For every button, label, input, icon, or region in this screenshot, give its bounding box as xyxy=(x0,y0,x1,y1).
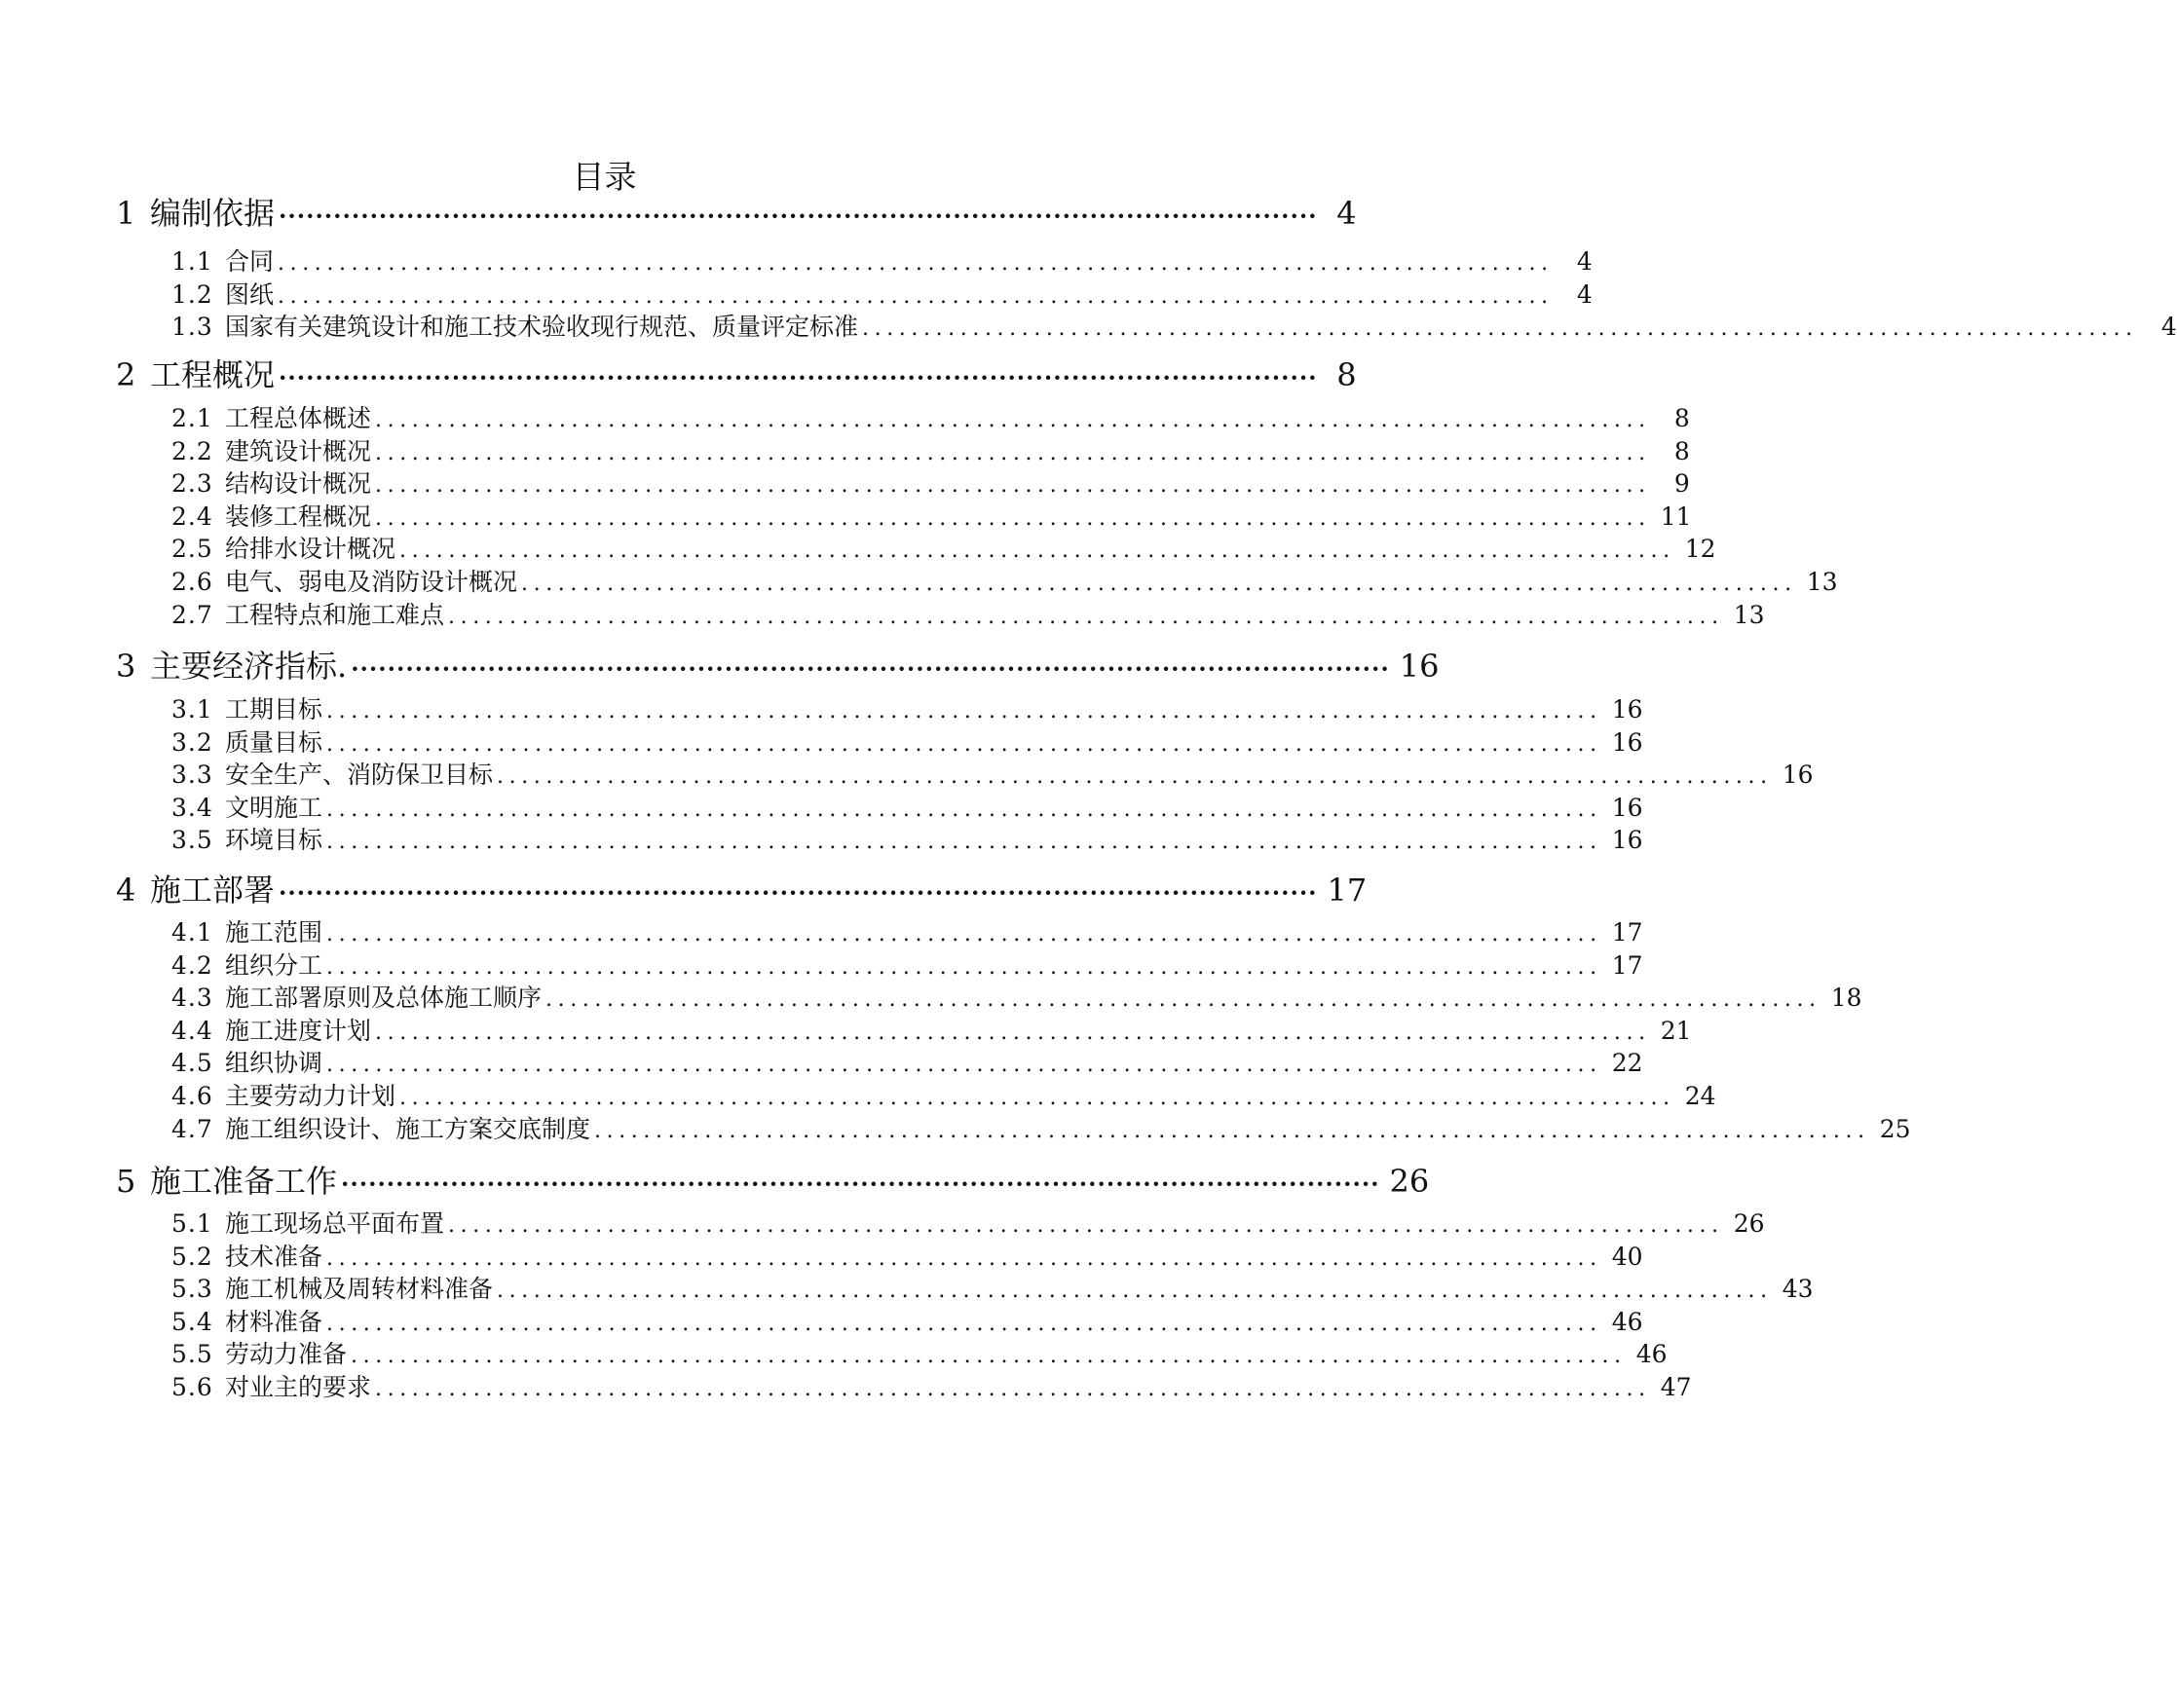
page-number: 46 xyxy=(1635,1340,1668,1368)
subsection-number: 5.1 xyxy=(171,1209,213,1238)
toc-subsection-3-4[interactable] xyxy=(171,791,1643,826)
toc-section-4[interactable] xyxy=(116,869,1368,911)
dot-leader: ........................................................................................................ xyxy=(375,1021,1651,1045)
page-number: 47 xyxy=(1660,1373,1692,1401)
toc-subsection-5-1[interactable] xyxy=(171,1207,1765,1242)
page-number: 22 xyxy=(1611,1049,1643,1077)
subsection-title: 工期目标 xyxy=(225,695,323,724)
page-number: 9 xyxy=(1673,469,1690,498)
subsection-number: 4.4 xyxy=(171,1017,213,1045)
subsection-title: 结构设计概况 xyxy=(225,469,372,498)
section-title: 施工准备工作 xyxy=(150,1163,338,1200)
section-number: 3 xyxy=(116,648,136,685)
section-number: 2 xyxy=(116,356,136,393)
subsection-title: 主要劳动力计划 xyxy=(225,1082,396,1110)
subsection-title: 给排水设计概况 xyxy=(225,535,396,563)
toc-subsection-4-4[interactable] xyxy=(171,1014,1692,1049)
page-number: 4 xyxy=(1336,195,1357,232)
subsection-title: 国家有关建筑设计和施工技术验收现行规范、质量评定标准 xyxy=(225,313,859,341)
toc-section-1[interactable] xyxy=(116,192,1357,235)
subsection-number: 1.1 xyxy=(171,247,213,276)
page-number: 13 xyxy=(1806,568,1838,596)
page-number: 16 xyxy=(1611,695,1643,724)
toc-section-3[interactable] xyxy=(116,645,1440,687)
toc-subsection-5-4[interactable] xyxy=(171,1305,1643,1340)
toc-subsection-4-5[interactable] xyxy=(171,1046,1643,1081)
toc-subsection-5-6[interactable] xyxy=(171,1370,1692,1405)
dot-leader: ........................................................................................................ xyxy=(326,699,1602,724)
subsection-title: 对业主的要求 xyxy=(225,1373,372,1401)
subsection-title: 施工现场总平面布置 xyxy=(225,1209,445,1238)
page-number: 18 xyxy=(1830,984,1862,1012)
subsection-title: 组织协调 xyxy=(225,1049,323,1077)
page-number: 17 xyxy=(1611,918,1643,947)
page-number: 8 xyxy=(1336,356,1357,393)
dot-leader: ........................................................................................................ xyxy=(278,251,1554,276)
toc-subsection-2-6[interactable] xyxy=(171,565,1838,600)
subsection-number: 2.3 xyxy=(171,469,213,498)
toc-section-2[interactable] xyxy=(116,353,1357,396)
dot-leader: ........................................................................................................ xyxy=(497,764,1773,789)
dot-leader: ........................................................................................................ xyxy=(448,605,1724,629)
page-number: 21 xyxy=(1660,1017,1692,1045)
toc-subsection-4-3[interactable] xyxy=(171,981,1862,1016)
subsection-number: 3.2 xyxy=(171,728,213,757)
page-number: 26 xyxy=(1733,1209,1765,1238)
subsection-number: 4.7 xyxy=(171,1115,213,1143)
page-number: 40 xyxy=(1611,1243,1643,1271)
page-number: 16 xyxy=(1399,648,1440,685)
subsection-title: 环境目标 xyxy=(225,826,323,854)
subsection-number: 1.2 xyxy=(171,280,213,309)
toc-subsection-2-5[interactable] xyxy=(171,532,1716,567)
page-number: 25 xyxy=(1879,1115,1911,1143)
subsection-number: 4.2 xyxy=(171,951,213,980)
subsection-number: 5.2 xyxy=(171,1243,213,1271)
toc-subsection-2-2[interactable] xyxy=(171,434,1690,469)
page-number: 46 xyxy=(1611,1308,1643,1336)
toc-subsection-2-7[interactable] xyxy=(171,598,1765,633)
dot-leader: ........................................................................................................ xyxy=(594,1119,1870,1143)
page-number: 11 xyxy=(1660,502,1692,531)
dot-leader: ........................................................................................................ xyxy=(326,798,1602,822)
dot-leader: ........................................................................................................ xyxy=(545,987,1821,1012)
subsection-title: 施工组织设计、施工方案交底制度 xyxy=(225,1115,591,1143)
subsection-number: 3.1 xyxy=(171,695,213,724)
subsection-title: 技术准备 xyxy=(225,1243,323,1271)
dot-leader: ·················································································································· xyxy=(279,202,1318,230)
subsection-number: 5.3 xyxy=(171,1275,213,1303)
subsection-title: 施工机械及周转材料准备 xyxy=(225,1275,494,1303)
subsection-number: 2.2 xyxy=(171,437,213,465)
dot-leader: ........................................................................................................ xyxy=(375,473,1651,498)
dot-leader: ........................................................................................................ xyxy=(399,538,1675,563)
dot-leader: ·················································································································· xyxy=(351,654,1390,683)
dot-leader: ........................................................................................................ xyxy=(326,830,1602,854)
toc-subsection-4-6[interactable] xyxy=(171,1079,1716,1114)
subsection-number: 3.4 xyxy=(171,794,213,822)
subsection-title: 施工范围 xyxy=(225,918,323,947)
dot-leader: ........................................................................................................ xyxy=(351,1344,1627,1368)
page-number: 17 xyxy=(1327,872,1368,909)
subsection-number: 4.6 xyxy=(171,1082,213,1110)
subsection-number: 5.5 xyxy=(171,1340,213,1368)
section-number: 5 xyxy=(116,1163,136,1200)
dot-leader: ........................................................................................................ xyxy=(497,1279,1773,1303)
page-number: 16 xyxy=(1611,728,1643,757)
dot-leader: ........................................................................................................ xyxy=(326,1246,1602,1271)
section-title: 编制依据 xyxy=(150,195,276,232)
toc-subsection-2-3[interactable] xyxy=(171,466,1690,501)
page-number: 24 xyxy=(1684,1082,1716,1110)
dot-leader: ........................................................................................................ xyxy=(375,506,1651,531)
dot-leader: ........................................................................................................ xyxy=(375,441,1651,465)
dot-leader: ........................................................................................................ xyxy=(326,1053,1602,1077)
dot-leader: ·················································································································· xyxy=(341,1170,1380,1198)
toc-subsection-4-2[interactable] xyxy=(171,948,1643,984)
toc-section-5[interactable] xyxy=(116,1160,1430,1203)
page-number: 12 xyxy=(1684,535,1716,563)
page-number: 4 xyxy=(1576,280,1593,309)
toc-subsection-3-1[interactable] xyxy=(171,692,1643,727)
subsection-title: 施工进度计划 xyxy=(225,1017,372,1045)
page-number: 8 xyxy=(1673,437,1690,465)
toc-subsection-4-1[interactable] xyxy=(171,915,1643,950)
subsection-title: 工程特点和施工难点 xyxy=(225,601,445,629)
subsection-number: 5.6 xyxy=(171,1373,213,1401)
subsection-number: 4.5 xyxy=(171,1049,213,1077)
dot-leader: ........................................................................................................ xyxy=(399,1086,1675,1110)
toc-title: 目录 xyxy=(572,158,637,196)
dot-leader: ........................................................................................................ xyxy=(375,408,1651,432)
subsection-number: 4.1 xyxy=(171,918,213,947)
page-number: 43 xyxy=(1782,1275,1814,1303)
subsection-number: 2.6 xyxy=(171,568,213,596)
subsection-title: 合同 xyxy=(225,247,275,276)
page-number: 16 xyxy=(1782,761,1814,789)
dot-leader: ........................................................................................................ xyxy=(326,955,1602,980)
subsection-title: 电气、弱电及消防设计概况 xyxy=(225,568,518,596)
section-number: 4 xyxy=(116,872,136,909)
subsection-number: 1.3 xyxy=(171,313,213,341)
section-number: 1 xyxy=(116,195,136,232)
subsection-title: 装修工程概况 xyxy=(225,502,372,531)
subsection-number: 5.4 xyxy=(171,1308,213,1336)
toc-subsection-1-3[interactable] xyxy=(171,310,2177,345)
subsection-number: 2.5 xyxy=(171,535,213,563)
subsection-title: 劳动力准备 xyxy=(225,1340,348,1368)
section-title: 施工部署 xyxy=(150,872,276,909)
toc-subsection-5-5[interactable] xyxy=(171,1337,1668,1372)
dot-leader: ·················································································································· xyxy=(279,363,1318,391)
toc-subsection-1-2[interactable] xyxy=(171,278,1593,313)
toc-subsection-2-4[interactable] xyxy=(171,500,1692,535)
dot-leader: ........................................................................................................ xyxy=(862,316,2138,341)
toc-subsection-4-7[interactable] xyxy=(171,1112,1911,1147)
toc-subsection-3-5[interactable] xyxy=(171,823,1643,858)
subsection-number: 2.7 xyxy=(171,601,213,629)
subsection-title: 图纸 xyxy=(225,280,275,309)
dot-leader: ........................................................................................................ xyxy=(375,1377,1651,1401)
page-number: 16 xyxy=(1611,794,1643,822)
dot-leader: ........................................................................................................ xyxy=(448,1213,1724,1238)
dot-leader: ·················································································································· xyxy=(279,878,1318,907)
subsection-title: 工程总体概述 xyxy=(225,404,372,432)
toc-subsection-3-2[interactable] xyxy=(171,725,1643,761)
page-number: 17 xyxy=(1611,951,1643,980)
dot-leader: ........................................................................................................ xyxy=(326,732,1602,757)
subsection-title: 组织分工 xyxy=(225,951,323,980)
page-number: 4 xyxy=(1576,247,1593,276)
subsection-number: 2.1 xyxy=(171,404,213,432)
subsection-title: 安全生产、消防保卫目标 xyxy=(225,761,494,789)
subsection-title: 文明施工 xyxy=(225,794,323,822)
page-number: 16 xyxy=(1611,826,1643,854)
subsection-number: 3.5 xyxy=(171,826,213,854)
page-number: 13 xyxy=(1733,601,1765,629)
page-number: 26 xyxy=(1389,1163,1430,1200)
toc-subsection-2-1[interactable] xyxy=(171,401,1690,436)
subsection-number: 4.3 xyxy=(171,984,213,1012)
subsection-number: 2.4 xyxy=(171,502,213,531)
toc-subsection-1-1[interactable] xyxy=(171,244,1593,279)
subsection-title: 施工部署原则及总体施工顺序 xyxy=(225,984,543,1012)
dot-leader: ........................................................................................................ xyxy=(278,284,1554,309)
dot-leader: ........................................................................................................ xyxy=(326,922,1602,947)
subsection-title: 建筑设计概况 xyxy=(225,437,372,465)
page-number: 8 xyxy=(1673,404,1690,432)
section-title: 工程概况 xyxy=(150,356,276,393)
section-title: 主要经济指标. xyxy=(150,648,348,685)
subsection-title: 材料准备 xyxy=(225,1308,323,1336)
dot-leader: ........................................................................................................ xyxy=(521,572,1797,596)
subsection-number: 3.3 xyxy=(171,761,213,789)
toc-subsection-5-2[interactable] xyxy=(171,1240,1643,1275)
dot-leader: ........................................................................................................ xyxy=(326,1312,1602,1336)
subsection-title: 质量目标 xyxy=(225,728,323,757)
toc-subsection-3-3[interactable] xyxy=(171,758,1814,793)
toc-subsection-5-3[interactable] xyxy=(171,1272,1814,1307)
page-number: 4 xyxy=(2160,313,2177,341)
